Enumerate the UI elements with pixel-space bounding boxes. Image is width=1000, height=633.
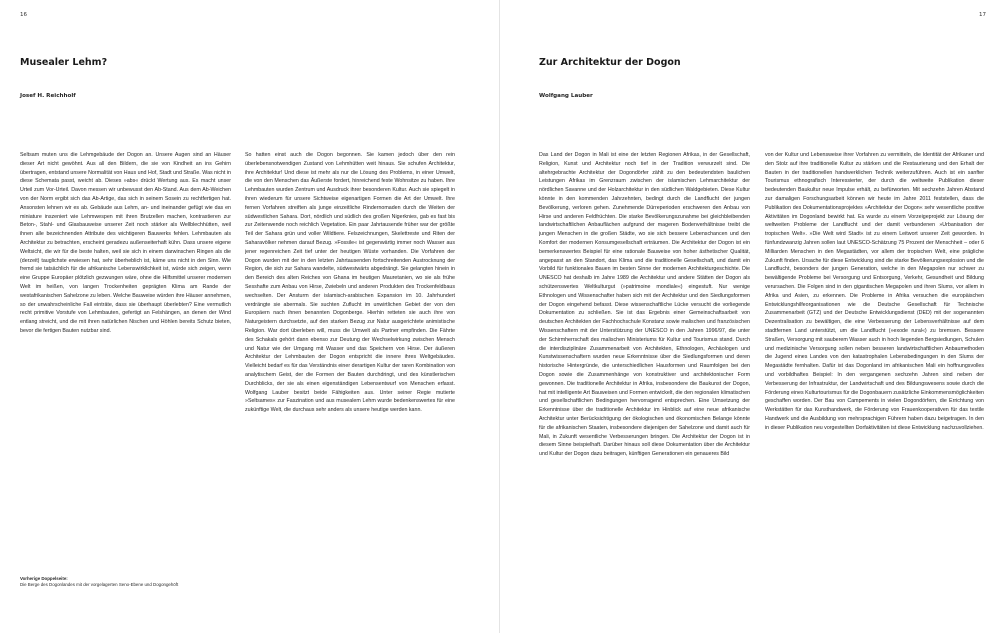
article-author-right: Wolfgang Lauber: [539, 93, 593, 99]
text-column-left-2: [245, 151, 455, 521]
page-number-right: 17: [979, 12, 986, 18]
photo-caption: [20, 576, 180, 589]
caption-label: Vorherige Doppelseite:: [20, 576, 68, 581]
body-text: von der Kultur und Lebensweise ihrer Vorfahren zu vermitteln, die Identität der Afrikaner und den Stolz auf ihre traditionelle Kultur zu stärken und die Restaurierung und den Erhalt der Bauten in der traditionellen handwerklichen Technik weiterzuführen. Auch ist ein sanfter Tourismus ethnografisch Interessierter, der durch die weltweite Publikation dieser bedeutenden Baukultur neue Impulse erhält, zu befürworten. Mit sechzehn Jahren Abstand zur damaligen Forschungsarbeit können wir heute im Jahre 2011 feststellen, dass die Publikation des Dokumentationsprojektes »Architektur der Dogon« sehr wesentliche positive Aktivitäten im Dogonland bewirkt hat. Es wurde zu einem Vorzeigeprojekt zur Lösung der weltweiten Probleme der Landflucht und der damit verbundenen »Urbanisation der tropischen Welt«. »Die Welt wird Stadt« ist zu einem Leitwort unserer Zeit geworden. In fünfundzwanzig Jahren sollen laut UNESCO-Schätzung 75 Prozent der Menschheit – oder 6 Milliarden Menschen in den Megastädten, vor allem der tropischen Welt, eine prägliche Zukunft finden. Ursache für diese Entwicklung sind die starke Bevölkerungsexplosion und die Landflucht, besonders der jungen Generation, welche in den Megapolen nur schwer zu bewältigende Probleme bei Versorgung und Entsorgung, Verkehr, Gesundheit und Bildung verursachen. Die Folgen sind in den gigantischen Megapolen und ihren Slums, vor allem in Afrika und Asien, zu erkennen. Die Probleme in Afrika versuchen die europäischen Entwicklungshilfeorganisationen wie die Deutsche Gesellschaft für Technische Zusammenarbeit (GTZ) und der Deutsche Entwicklungsdienst (DED) mit der sogenannten Dezentralisation zu bewältigen, die eine Verbesserung der Lebensverhältnisse auf dem stadtfernen Land unterstützt, um die Landflucht (»exode rural«) zu bremsen. Bessere Straßen, Versorgung mit sauberem Wasser auch in hoch liegenden Bergsiedlungen, Schulen und medizinische Versorgung sollen neben besseren landwirtschaftlichen Anbaumethoden die Jugend eines Landes von den katastrophalen Lebensbedingungen in den Slums der Megastädte fernhalten. Dafür ist das Dogonland im afrikanischen Mali ein hoffnungsvolles und vorbildhaftes Beispiel: In den vergangenen sechzehn Jahren sind neben der Verbesserung der Infrastruktur, der Landwirtschaft und des Bildungswesens sowie durch die Förderung eines Kulturtourismus für die Dogonbauern zusätzliche Einkommensmöglichkeiten geschaffen worden. Der Bau von Campements in vielen Dogondörfern, die Errichtung von Werkstätten für das Kunsthandwerk, die Förderung von Frauenkooperativen für das textile Handwerk und die Ausbildung von mehrsprachigen Führern haben dazu beigetragen. In den in dieser Publikation neu vorgestellten Dorfaktivitäten ist diese Entwicklung nachzuvollziehen.: [765, 152, 984, 431]
caption-text: Die Berge des Dogonlandes mit der vorgelagerten Seno-Ebene und Dogongehöft: [20, 582, 179, 588]
page-number-left: 16: [20, 12, 27, 18]
text-column-right-1: [539, 151, 750, 611]
body-text: Das Land der Dogon in Mali ist eine der letzten Regionen Afrikas, in der Gesellschaft, Religion, Kunst und Architektur noch tief in der Tradition verwurzelt sind. Die altehrgebrachte Architektur der Dogondörfer zählt zu den bedeutendsten baulichen Leistungen Afrikas im Grenzraum zwischen der islamischen Lehmarchitektur der nördlichen Savanne und der Holzarchitektur in den südlichen Waldgebieten. Diese Kultur könnte in den kommenden Jahrzehnten, bedingt durch die Landflucht der jungen Bevölkerung, verloren gehen. Zunehmende Dürreperioden erschweren den Anbau von Hirse und anderen Feldfrüchten. Die starke Bevölkerungszunahme bei gleichbleibenden landwirtschaftlichen Anbauflächen aufgrund der mageren Bodenverhältnisse treibt die jungen Menschen in die großen Städte, wo sie sich bessere Lebenschancen und den Komfort der modernen Konsumgesellschaft erträumen. Die Architektur der Dogon ist ein bemerkenswertes Beispiel für eine rationale Bauweise von hoher ästhetischer Qualität, angepasst an den Standort, das Klima und die traditionelle Gesellschaft, und damit ein Vorbild für funktionales Bauen im besten Sinne der modernen Architekturgeschichte. Die UNESCO hat deshalb im Jahre 1989 die Architektur und andere Stätten der Dogon als schützenswertes Weltkulturgut (»patrimoine mondiale«) eingestuft. Nur wenige Ethnologen und Wissenschafter haben sich mit der Architektur und den Siedlungsformen der Dogon eingehend befasst. Diese wissenschaftliche Lücke versucht die vorliegende Dokumentation zu schließen. Sie ist das Ergebnis einer Gemeinschaftsarbeit von deutschen Architekten der Fachhochschule Konstanz sowie malischen und französischen Wissenschaftern mit der Unterstützung der UNESCO in den Jahren 1996/97, die unter der Schirmherrschaft des malischen Ministeriums für Kultur und Tourismus stand. Durch die interdisziplinäre Zusammenarbeit von Architekten, Ethnologen, Archäologen und Kunstwissenschaftern wurden neue Erkenntnisse über die Siedlungsformen und deren historische Hintergründe, die unterschiedlichen Hausformen und Raumfolgen bei den Dogon sowie die Zusammenhänge von konstruktiver und architektonischer Form gewonnen. Die traditionelle Architektur in Afrika, insbesondere die Baukunst der Dogon, hat mit intelligente Art Bauweisen und Formen entwickelt, die den regionalen klimatischen und gesellschaftlichen Bedingungen hervorragend entsprechen. Eine Umsetzung der Erkenntnisse über die traditionelle Architektur im Hinblick auf eine neue afrikanische Architektur unter Berücksichtigung der ökologischen und ökonomischen Belange könnte für die afrikanischen Staaten, insbesondere diejenigen der Sahelzone und damit auch für Mali, in Zukunft wesentliche Verbesserungen bringen. Die Architektur der Dogon ist in diesem Sinne beispielhaft. Darüber hinaus soll diese Dokumentation über die Architektur und Kultur der Dogon dazu beitragen, künftigen Generationen ein genaueres Bild: [539, 152, 750, 458]
article-title-left: Musealer Lehm?: [20, 57, 108, 68]
right-page: [500, 0, 1000, 633]
text-column-right-2: [765, 151, 984, 581]
article-title-right: Zur Architektur der Dogon: [539, 57, 681, 68]
article-author-left: Josef H. Reichholf: [20, 93, 76, 99]
body-text: So hatten einst auch die Dogon begonnen. Sie kamen jedoch über den rein überlebensnotwendigen Zustand von Lehmhütten weit hinaus. Sie schufen Architektur, ihre Architektur! Und diese ist mehr als nur die Lösung des Problems, in einer Umwelt, die von den Menschen das Äußerste fordert, hinreichend feste Wohnsitze zu haben. Ihre Lehmbauten wurden Zentrum und Ausdruck ihrer besonderen Kultur. Auch sie spiegelt in ihren wiederum für unsere Sichtweise eigenartigen Formen die Art der Umwelt. Ihre fernen Vorfahren streiften als junge einzeitliche Rindernomaden durch die Weiten der südwestlichen Sahara. Dort, nördlich und südlich des großen Nigerknies, gab es fast bis zur Zeitenwende noch reichlich Vegetation. Ein paar Jahrtausende früher war der größte Teil der Sahara grün und voller Wildtiere. Felszeichnungen, Skelettreste und Riten der Saharavölker nehmen darauf Bezug. »Fossile« ist gegenwärtig immer noch Wasser aus jener regenreichen Zeit tief unter der heutigen Wüste vorhanden. Die Vorfahren der Dogon wurden mit der in den letzten Jahrtausenden fortschreitenden Austrocknung der Region, die sich zur Sahara wandelte, südwestwärts abgedrängt. Sie gelangten hinein in den Bereich des alten Reiches von Ghana im heutigen Mauretanien, wo sie als frühe Sesshafte zum Anbau von Hirse, Zwiebeln und anderen Produkten des Trockenfeldbaus wechselten. Der Ansturm der islamisch-arabischen Expansion im 10. Jahrhundert verdrängte sie abermals. Sie suchten Zuflucht im unwirtlichen Gebiet der von den Europäern nach ihnen benannten Dogonberge. Hierhin retteten sie auch ihre von Naturgeistern durchsetzte, auf den starken Bezug zur Natur ausgerichtete animistische Religion. War dort überleben will, muss die Umwelt als Partner empfinden. Die Fährte des Schakals gehört dann ebenso zur Deutung der Wechselwirkung zwischen Mensch und Natur wie der Umgang mit Wasser und das Speichern von Hirse. Der äußeren Architektur der Lehmbauten der Dogon entspricht die innere ihres Weltgebäudes. Vielleicht bedarf es für das Verständnis einer derartigen Kultur der raren Kombination von analytischem Geist, der die Formen der Bauten durchdringt, und des künstlerischen Durchblicks, der sie als einen eigenständigen Lebensentwurf von Menschen erfasst. Wolfgang Lauber besitzt beide Fähigkeiten aus. Unter seiner Regie mutierte »Seltsames« zur Faszination und aus musealem Lehm wurde bedenkenswertes für eine zukünftige Welt, die durchaus sehr anders als unsere heutige werden kann.: [245, 152, 455, 414]
body-text: Seltsam muten uns die Lehmgebäude der Dogon an. Unsere Augen sind an Häuser dieser Art nicht gewöhnt. Aus all den Bildern, die sie von Kindheit an ins Gehirn übertragen, entstand unsere Normalität von Haus und Hof, Stadt und Straße. Was nicht in diese Schemata passt, weicht ab. Dieses »abs« drückt Wertung aus. Es macht unser Urteil zum Vor-Urteil. Davon messen wir unbewusst den Ab-Stand. Aus dem Ab-Weichen von der Norm ergibt sich das Ab-Artige, das sich in seinem Sosein zu rechtfertigen hat. Ansonsten lehnen wir es ab. Gebäude aus Lehm, an- und ineinander gefügt wie das en miniature inszeniert wie Lehmwespen mit ihren Brutzellen machen, kontrastieren zur Beton-, Stahl- und Glasbauweise unserer Zeit noch stärker als Wellblechhütten, weil ihnen alle bezeichnenden Attribute des wichtigeren Bauwerks fehlen. Lehmbauten als Architektur zu betrachten, erscheint geradezu außenseiterhaft kühn. Dass unsere eigene Weltsicht, die wir für die beste halten, weil sie sich in einem darwinschen Ringen als die (derzeit) tauglichste erwiesen hat, sehr überheblich ist, käme uns nicht in den Sinn. Wie fremd sie tatsächlich für die afrikanische Lebenswirklichkeit ist, würde sich zeigen, wenn eine Gruppe Europäer plötzlich gezwungen wäre, ohne die Hilfsmittel unserer modernen Welt im heißen, von langen Trockenheiten geprägten Klima am Rande der westafrikanischen Sahelzone zu leben. Welche Bauweise würden ihre Häuser annehmen, so der unwahrscheinliche Fall einträte, dass sie überhaupt überlebten? Eine vermutlich recht primitive Vorstufe von Lehmbauten, gefertigt an Felshängen, an denen der Wind entlang streicht, und die mit ihren natürlichen Nischen und Höhlen bereits Schutz bieten, bevor die fertigen Bauten nutzbar sind.: [20, 152, 231, 334]
text-column-left-1: [20, 151, 231, 381]
